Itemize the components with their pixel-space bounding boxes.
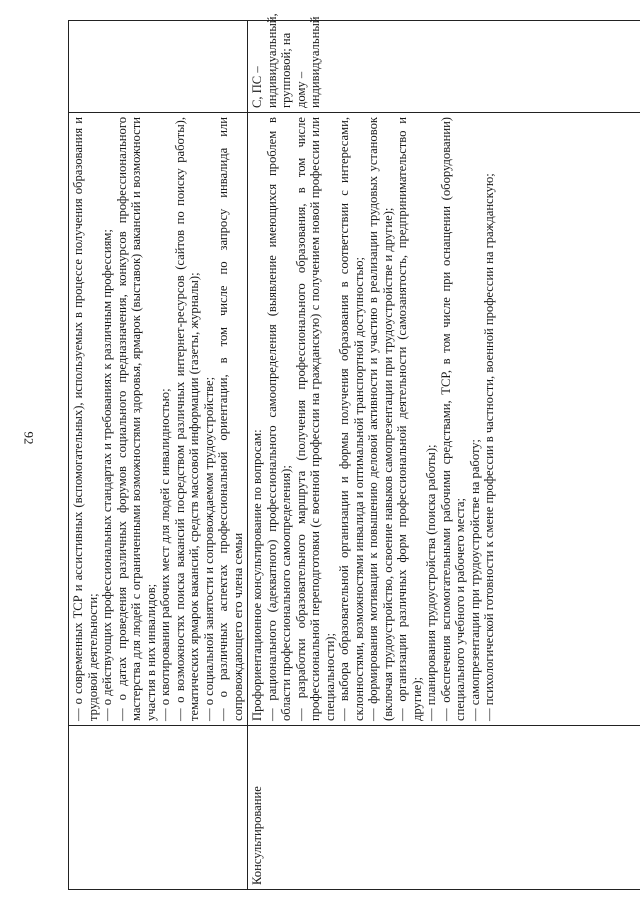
service-form-cell: С, ПС – индивидуальный, групповой; на дому – индивидуальный	[248, 21, 640, 113]
list-item: — самопрезентации при трудоустройстве на работу;	[467, 439, 482, 721]
list-item: — планирования трудоустройства (поиска работы);	[424, 444, 438, 721]
list-item: — выбора образовательной организации и формы получения образования в соответствии с интересами, склонностями, возможностями инвалида и оптимальной транспортной доступностью;	[337, 117, 366, 721]
page-number: 92	[21, 431, 37, 445]
list-item: — о социальной занятости и сопровождаемом трудоустройстве;	[201, 376, 216, 721]
list-item: — о возможностях поиска вакансий посредством различных интернет-ресурсов (сайтов по поиску работы), тематических ярмарок вакансий, средств массовой информации (газеты, журналы);	[172, 117, 201, 721]
list-item: — о современных ТСР и ассистивных (вспомогательных), используемых в процессе получения образования и трудовой деятельности;	[71, 117, 100, 721]
list-item: — о различных аспектах профессиональной ориентации, в том числе по запросу инвалида или сопровождающего его члена семьи	[216, 117, 245, 721]
list-item: — психологической готовности к смене профессии в частности, военной профессии на гражданскую;	[482, 173, 496, 721]
rotated-table-container	[68, 13, 640, 890]
list-item: — обеспечения вспомогательными рабочими средствами, ТСР, в том числе при оснащении (оборудовании) специального учебного и рабочего места;	[438, 117, 467, 721]
service-form-cell	[69, 21, 248, 113]
list-item: — организации различных форм профессиональной деятельности (самозанятость, предпринимательство и другие);	[395, 117, 424, 721]
service-content-cell	[69, 113, 248, 726]
table-row	[248, 21, 640, 890]
list-item: — рационального (адекватного) профессионального самоопределения (выявление имеющихся проблем в области профессионального самоопределения);	[264, 117, 293, 721]
services-table	[68, 13, 640, 890]
service-type-cell	[69, 726, 248, 890]
table-row	[69, 21, 248, 890]
list-item: — о действующих профессиональных стандартах и требованиях к различным профессиям;	[100, 229, 114, 721]
list-item: — о датах проведения различных форумов социального предназначения, конкурсов профессионального мастерства для людей с ограниченными возможностями здоровья, ярмарок (выставок) вакансий и возможности участия в них инвалидов;	[114, 117, 158, 721]
list-item: — разработки образовательного маршрута (получения профессионального образования, в том числе профессиональной переподготовки (с военной профессии на гражданскую) с получением новой профессии или специальности);	[293, 117, 337, 721]
list-item: — формирования мотивации к повышению деловой активности и участию в реализации трудовых установок (включая трудоустройство, освоение навыков самопрезентации при трудоустройстве и другие);	[366, 117, 395, 721]
list-item: — о квотировании рабочих мест для людей с инвалидностью;	[158, 388, 172, 721]
service-type-cell: Консультирование	[248, 726, 640, 890]
service-content-cell	[248, 113, 640, 726]
content-heading: Профориентационное консультирование по вопросам:	[250, 429, 264, 721]
